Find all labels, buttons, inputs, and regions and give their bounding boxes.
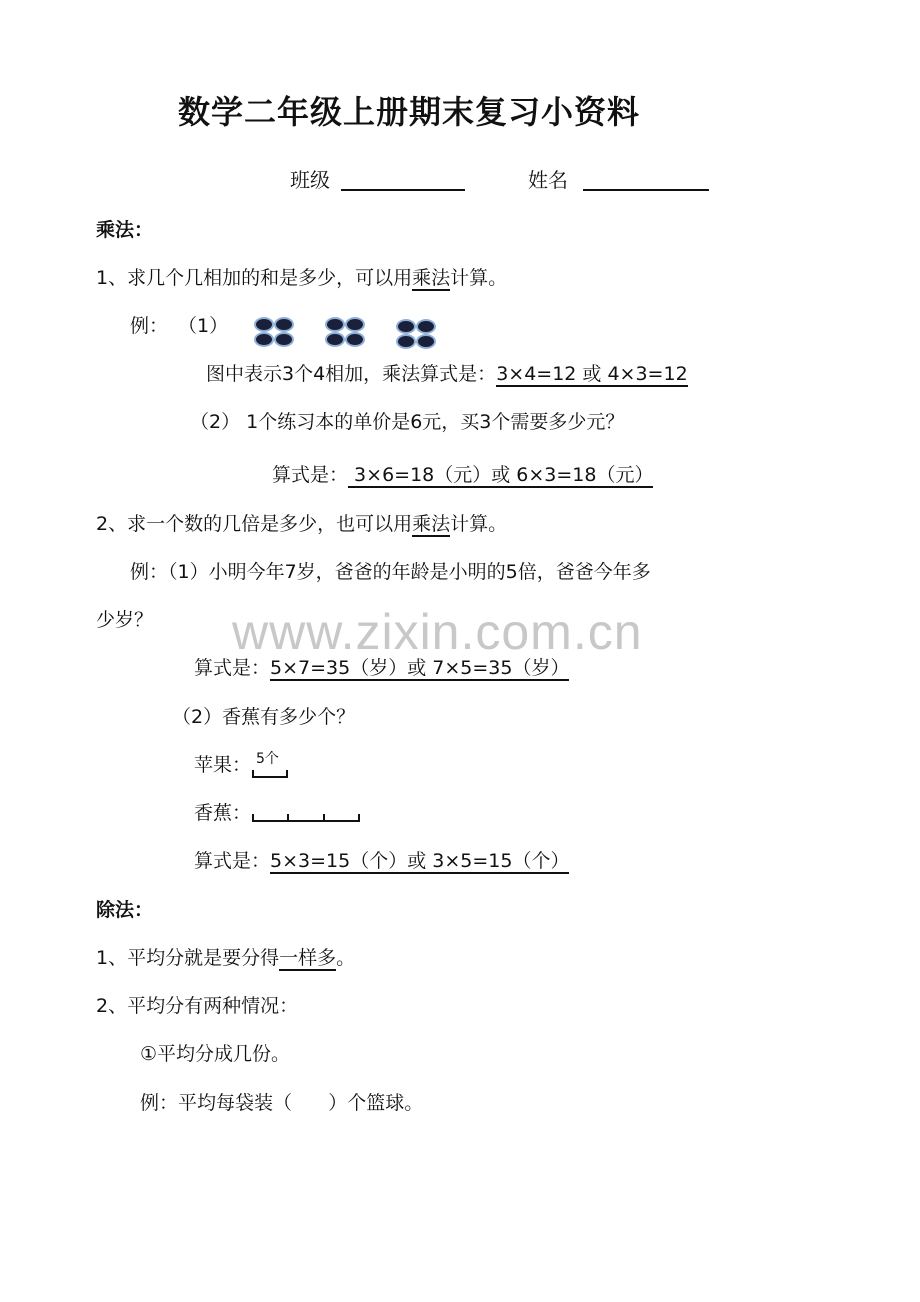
banana-tick [323, 814, 325, 822]
dot [396, 334, 416, 349]
class-field[interactable] [341, 189, 465, 191]
dot [274, 317, 294, 332]
page-title: 数学二年级上册期末复习小资料 [178, 93, 641, 131]
dot [416, 319, 436, 334]
division-example: 例：平均每袋装（ ）个篮球。 [140, 1092, 424, 1114]
dot [416, 334, 436, 349]
underlined-term: 乘法 [412, 267, 451, 289]
multiplication-rule-1: 1、求几个几相加的和是多少，可以用乘法计算。 [96, 267, 508, 289]
apple-label: 苹果： [194, 754, 252, 776]
example-number-1: （1） [178, 315, 229, 337]
banana-segment [252, 812, 360, 822]
multiplication-heading: 乘法： [96, 219, 154, 241]
example-3-answer: 算式是：5×7=35（岁）或 7×5=35（岁） [194, 657, 570, 679]
apple-count: 5个 [256, 751, 279, 767]
dot [254, 332, 274, 347]
banana-tick [287, 814, 289, 822]
example-4-answer: 算式是：5×3=15（个）或 3×5=15（个） [194, 850, 570, 872]
apple-segment [252, 768, 288, 778]
banana-label: 香蕉： [194, 802, 252, 824]
example-3-formula: 5×7=35（岁）或 7×5=35（岁） [270, 657, 570, 679]
name-label: 姓名 [528, 168, 568, 192]
example-4-text: （2）香蕉有多少个？ [172, 706, 356, 728]
division-rule-1: 1、平均分就是要分得一样多。 [96, 947, 356, 969]
example-1-text: 图中表示3个4相加，乘法算式是：3×4=12 或 4×3=12 [206, 363, 688, 385]
example-3-line-1: 例：（1）小明今年7岁，爸爸的年龄是小明的5倍，爸爸今年多 [130, 561, 651, 583]
watermark: www.zixin.com.cn [232, 604, 643, 660]
dot [396, 319, 416, 334]
division-heading: 除法： [96, 899, 154, 921]
example-1-formula: 3×4=12 或 4×3=12 [496, 363, 688, 385]
example-2-answer: 算式是： 3×6=18（元）或 6×3=18（元） [272, 464, 654, 486]
underlined-term: 乘法 [412, 513, 451, 535]
example-2-text: （2） 1个练习本的单价是6元，买3个需要多少元？ [190, 411, 625, 433]
multiplication-rule-2: 2、求一个数的几倍是多少，也可以用乘法计算。 [96, 513, 508, 535]
dot [325, 332, 345, 347]
dot [345, 332, 365, 347]
example-3-line-2: 少岁？ [96, 609, 154, 631]
division-case-1: ①平均分成几份。 [140, 1043, 291, 1065]
example-label: 例： [130, 315, 169, 337]
dot [274, 332, 294, 347]
example-2-formula: 3×6=18（元）或 6×3=18（元） [348, 464, 654, 486]
dot [345, 317, 365, 332]
class-label: 班级 [290, 168, 330, 192]
underlined-term: 一样多 [279, 947, 337, 969]
dot [254, 317, 274, 332]
dot [325, 317, 345, 332]
example-4-formula: 5×3=15（个）或 3×5=15（个） [270, 850, 570, 872]
division-rule-2: 2、平均分有两种情况： [96, 995, 299, 1017]
name-field[interactable] [583, 189, 709, 191]
